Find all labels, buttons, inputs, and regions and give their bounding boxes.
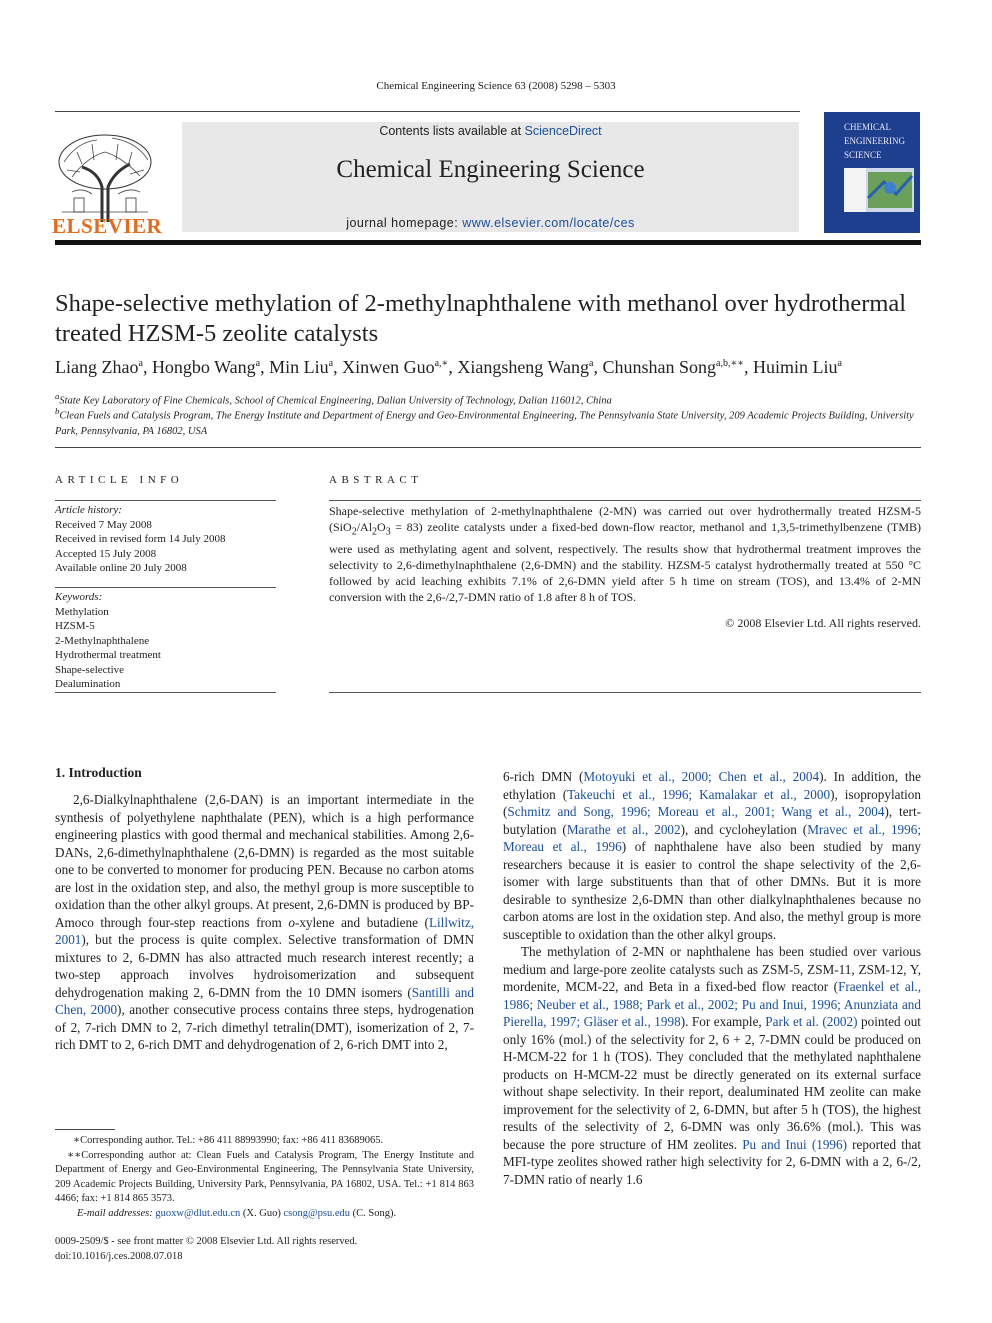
- cover-artwork: [844, 168, 914, 212]
- homepage-link[interactable]: www.elsevier.com/locate/ces: [462, 216, 635, 230]
- citation-link[interactable]: Pu and Inui (1996): [742, 1136, 847, 1152]
- abstract-rule: [329, 500, 921, 501]
- article-info-rule: [55, 692, 276, 693]
- sciencedirect-link[interactable]: ScienceDirect: [524, 124, 602, 138]
- citation-link[interactable]: Santilli and Chen, 2000: [55, 984, 474, 1017]
- journal-name: Chemical Engineering Science: [336, 156, 645, 183]
- keyword: Shape-selective: [55, 663, 125, 676]
- keyword: HZSM-5: [55, 620, 95, 632]
- keyword: Methylation: [55, 605, 109, 618]
- article-info-heading: ARTICLE INFO: [55, 474, 184, 486]
- homepage-line: [182, 216, 799, 230]
- citation-link[interactable]: Marathe et al., 2002: [566, 821, 681, 837]
- footnote-1: ∗Corresponding author. Tel.: +86 411 88993990; fax: +86 411 83689065.: [73, 1135, 384, 1146]
- author-list: Liang Zhao$^a$, Hongbo Wang$^a$, Min Liu$^a$, Xinwen Guo$^{a,∗}$, Xiangsheng Wang$^a$, Chunshan Song$^{a,b,∗∗}$, Huimin Liu$^a$: [55, 357, 842, 377]
- article-info-rule: [55, 500, 276, 501]
- homepage-prefix: journal homepage:: [346, 216, 463, 230]
- citation-link[interactable]: Takeuchi et al., 1996; Kamalakar et al., 2000: [567, 786, 831, 802]
- article-title: Shape-selective methylation of 2-methylnaphthalene with methanol over hydrothermal treated HZSM-5 zeolite catalysts: [55, 290, 907, 347]
- section-heading: 1. Introduction: [55, 765, 142, 780]
- contents-prefix: Contents lists available at: [379, 124, 525, 138]
- citation-link[interactable]: Park et al. (2002): [765, 1014, 858, 1029]
- author-name: Xiangsheng Wang: [457, 357, 590, 377]
- footnote-rule: [55, 1129, 115, 1130]
- history-accepted: Accepted 15 July 2008: [55, 547, 157, 560]
- history-revised: Received in revised form 14 July 2008: [55, 533, 226, 545]
- affiliation-b: $^b$Clean Fuels and Catalysis Program, The Energy Institute and Department of Energy and Geo-Environmental Engineering, The Pennsylvania State University, 209 Academic Projects Building, University Park, Pennsylvania, PA 16802, USA: [55, 406, 914, 437]
- citation-link[interactable]: Motoyuki et al., 2000; Chen et al., 2004: [583, 769, 820, 784]
- article-info-rule: [55, 587, 276, 588]
- history-label: Article history:: [55, 504, 122, 516]
- citation-link[interactable]: Lillwitz, 2001: [55, 914, 474, 947]
- author-name: Hongbo Wang: [151, 357, 256, 377]
- citation-link[interactable]: Fraenkel et al., 1986; Neuber et al., 1988; Park et al., 2002; Pu and Inui, 1996; Anunziata and Pierella, 1997; Gläser et al., 1998: [503, 979, 921, 1029]
- citation-link[interactable]: Schmitz and Song, 1996; Moreau et al., 2001; Wang et al., 2004: [507, 804, 885, 819]
- keywords-label: Keywords:: [55, 591, 103, 603]
- citation-link[interactable]: Mravec et al., 1996; Moreau et al., 1996: [503, 821, 921, 854]
- masthead-divider: [55, 111, 800, 112]
- issn-line: 0009-2509/$ - see front matter © 2008 Elsevier Ltd. All rights reserved.: [55, 1236, 358, 1247]
- doi-line[interactable]: doi:10.1016/j.ces.2008.07.018: [55, 1251, 183, 1262]
- keyword: Hydrothermal treatment: [55, 649, 161, 661]
- author-name: Min Liu: [269, 357, 329, 377]
- body-column-left: [55, 791, 474, 1054]
- author-name: Liang Zhao: [55, 357, 139, 377]
- history-online: Available online 20 July 2008: [55, 562, 187, 574]
- masthead-thick-rule: [55, 240, 921, 245]
- front-matter: [55, 1234, 357, 1264]
- email-link-guo[interactable]: guoxw@dlut.edu.cn: [155, 1207, 241, 1219]
- copyright: © 2008 Elsevier Ltd. All rights reserved.: [725, 616, 921, 630]
- author-name: Huimin Liu: [753, 357, 838, 377]
- journal-cover[interactable]: [824, 112, 920, 233]
- cover-title: CHEMICAL ENGINEERING SCIENCE: [844, 122, 905, 160]
- keyword: 2-Methylnaphthalene: [55, 634, 150, 647]
- body-paragraph: 2,6-Dialkylnaphthalene (2,6-DAN) is an important intermediate in the synthesis of polyethylene naphthalate (PEN), which is a high performance engineering plastics with good thermal and mechanical stabilities. Among 2,6-DANs, 2,6-dimethylnaphthalene (2,6-DMN) is regarded as the most suitable one to be converted to monomer for producing PEN. Because no carbon atoms are lost in the oxidation step, and also, the methyl group is more susceptible to oxidation than the other alkyl groups. At present, 2,6-DMN is produced by BP-Amoco through four-step reactions from o-xylene and butadiene (Lillwitz, 2001), but the process is quite complex. Selective transformation of DMN mixtures to 2, 6-DMN has also attracted much research interest recently; a two-step approach involves hydroisomerization and subsequent dehydrogenation making 2, 6-DMN from the 10 DMN isomers (Santilli and Chen, 2000), another consecutive process contains three steps, hydrogenation of 2, 7-rich DMN to 2, 7-rich dimethyl tetralin(DMT), isomerization of 2, 7-rich DMT to 2, 6-rich DMT and dehydrogenation of 2, 6-rich DMT into 2,: [55, 792, 474, 1052]
- body-column-right: [503, 768, 921, 1188]
- email-footnote: E-mail addresses: guoxw@dlut.edu.cn (X. Guo) csong@psu.edu (C. Song).: [77, 1207, 397, 1219]
- contents-line: [182, 124, 799, 138]
- body-paragraph: The methylation of 2-MN or naphthalene has been studied over various medium and large-pore zeolite catalysts such as ZSM-5, ZSM-11, ZSM-12, Y, mordenite, MCM-22, and Beta in a fixed-bed flow reactor (Fraenkel et al., 1986; Neuber et al., 1988; Park et al., 2002; Pu and Inui, 1996; Anunziata and Pierella, 1997; Gläser et al., 1998). For example, Park et al. (2002) pointed out only 16% (mol.) of the selectivity for 2, 6 + 2, 7-DMN could be produced on H-MCM-22 for 1 h (TOS). They concluded that the methylated naphthalene products on H-MCM-22 must be directly generated on its external surface without shape selectivity. In their report, dealuminated HM zeolite can make improvement for the selectivity of 2, 6-DMN, but after 5 h (TOS), the highest results of the selectivity of 2, 6-DMN was only 36.6% (mol.). This was because the pore structure of HM zeolites. Pu and Inui (1996) reported that MFI-type zeolites showed rather high selectivity for 2, 6-DMN with a 2, 6-/2, 7-DMN ratio of nearly 1.6: [503, 944, 921, 1187]
- author-name: Xinwen Guo: [342, 357, 435, 377]
- abstract-heading: ABSTRACT: [329, 474, 423, 486]
- running-head: Chemical Engineering Science 63 (2008) 5298 – 5303: [376, 80, 616, 92]
- abstract-rule: [329, 692, 921, 693]
- publisher-logo-text: ELSEVIER: [52, 214, 163, 238]
- author-name: Chunshan Song: [602, 357, 716, 377]
- abstract-text: Shape-selective methylation of 2-methylnaphthalene (2-MN) was carried out over hydrothermally treated HZSM-5 $(SiO_2/Al_2O_3 = 83)$ zeolite catalysts under a fixed-bed down-flow reactor, methanol and 1,3,5-trimethylbenzene (TMB) were used as methylating agent and solvent, respectively. The results show that hydrothermal treatment improves the selectivity to 2,6-dimethylnaphthalene (2,6-DMN) and the stability. HZSM-5 catalyst hydrothermally treated at 550 °C followed by acid leaching exhibits 7.1% of 2,6-DMN yield after 5 h time on stream (TOS), and 13.4% of 2-MN conversion with the 2,6-/2,7-DMN ratio of 1.8 after 8 h of TOS.: [329, 504, 921, 605]
- history-received: Received 7 May 2008: [55, 518, 152, 531]
- affiliation-a: $^a$State Key Laboratory of Fine Chemicals, School of Chemical Engineering, Dalian University of Technology, Dalian 116012, China: [55, 391, 612, 407]
- keywords: [55, 590, 276, 692]
- footnotes: [55, 1134, 474, 1221]
- article-history: [55, 503, 276, 576]
- keyword: Dealumination: [55, 678, 121, 690]
- email-link-song[interactable]: csong@psu.edu: [283, 1207, 350, 1219]
- body-paragraph: 6-rich DMN (Motoyuki et al., 2000; Chen et al., 2004). In addition, the ethylation (Takeuchi et al., 1996; Kamalakar et al., 2000), isopropylation (Schmitz and Song, 1996; Moreau et al., 2001; Wang et al., 2004), tert-butylation (Marathe et al., 2002), and cycloheylation (Mravec et al., 1996; Moreau et al., 1996) of naphthalene have also been studied by many researchers because it is easier to control the shape selectivity of the 2,6-isomer with large substituents than that of other DMNs. But it is more desirable to synthesize 2,6-DMN than other dialkylnaphthalenes because no carbon atoms are lost in the oxidation step. And also, the methyl group is more susceptible to oxidation than the other alkyl groups.: [503, 769, 922, 942]
- affiliation-divider: [55, 447, 921, 448]
- footnote-2: ∗∗Corresponding author at: Clean Fuels and Catalysis Program, The Energy Institute and Department of Energy and Geo-Environmental Engineering, The Pennsylvania State University, 209 Academic Projects Building, University Park, Pennsylvania, PA 16802, USA. Tel.: +1 814 863 4466; fax: +1 814 865 3573.: [55, 1149, 474, 1204]
